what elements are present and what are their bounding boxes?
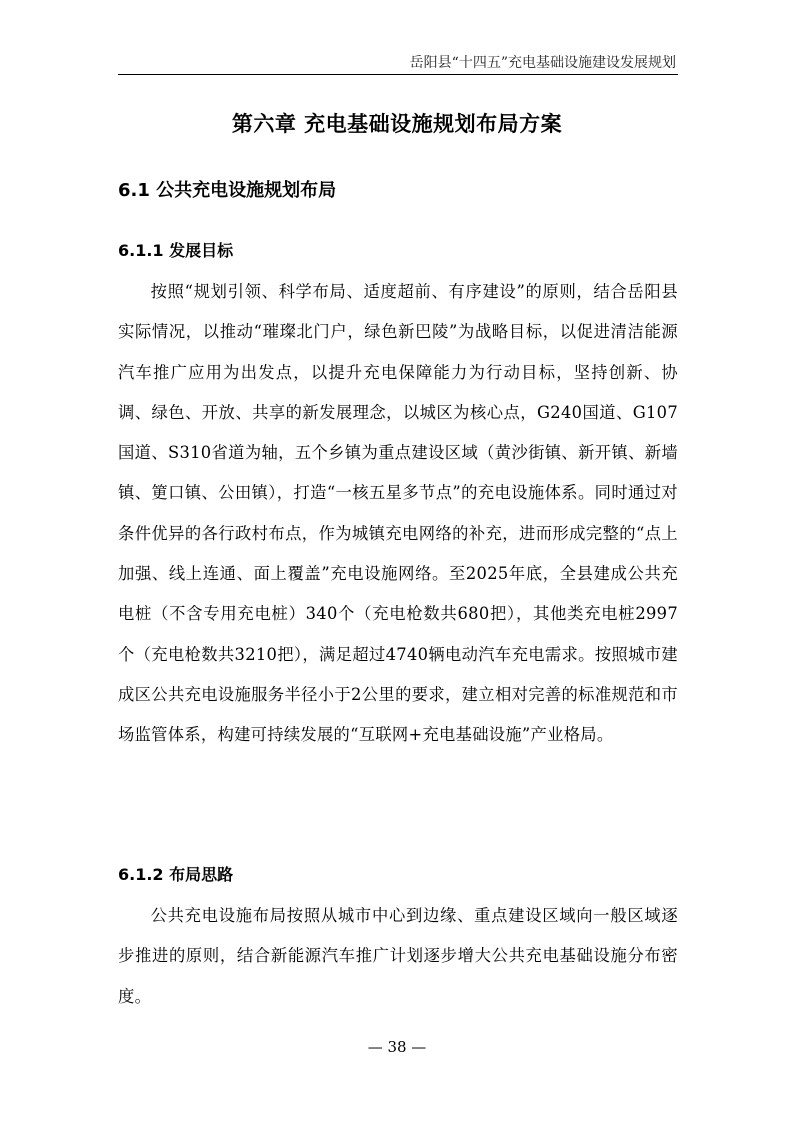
header-divider xyxy=(118,74,678,75)
paragraph-layout: 公共充电设施布局按照从城市中心到边缘、重点建设区域向一般区域逐步推进的原则，结合新能源汽车推广计划逐步增大公共充电基础设施分布密度。 xyxy=(118,906,678,1006)
section-heading: 6.1 公共充电设施规划布局 xyxy=(118,180,337,201)
running-header: 岳阳县“十四五”充电基础设施建设发展规划 xyxy=(409,55,676,71)
chapter-title: 第六章 充电基础设施规划布局方案 xyxy=(231,112,563,136)
subsection-heading-goals: 6.1.1 发展目标 xyxy=(118,241,234,260)
subsection-heading-layout: 6.1.2 布局思路 xyxy=(118,865,234,884)
page-number: — 38 — xyxy=(367,1038,427,1056)
paragraph-goals: 按照“规划引领、科学布局、适度超前、有序建设”的原则，结合岳阳县实际情况，以推动“璀璨北门户，绿色新巴陵”为战略目标，以促进清洁能源汽车推广应用为出发点，以提升充电保障能力为行动目标，坚持创新、协调、绿色、开放、共享的新发展理念，以城区为核心点，G240国道、G107国道、S310省道为轴，五个乡镇为重点建设区域（黄沙街镇、新开镇、新墙镇、筻口镇、公田镇），打造“一核五星多节点”的充电设施体系。同时通过对条件优异的各行政村布点，作为城镇充电网络的补充，进而形成完整的“点上加强、线上连通、面上覆盖”充电设施网络。至2025年底，全县建成公共充电桩（不含专用充电桩）340个（充电枪数共680把），其他类充电桩2997个（充电枪数共3210把），满足超过4740辆电动汽车充电需求。按照城市建成区公共充电设施服务半径小于2公里的要求，建立相对完善的标准规范和市场监管体系，构建可持续发展的“互联网+充电基础设施”产业格局。 xyxy=(118,282,678,745)
